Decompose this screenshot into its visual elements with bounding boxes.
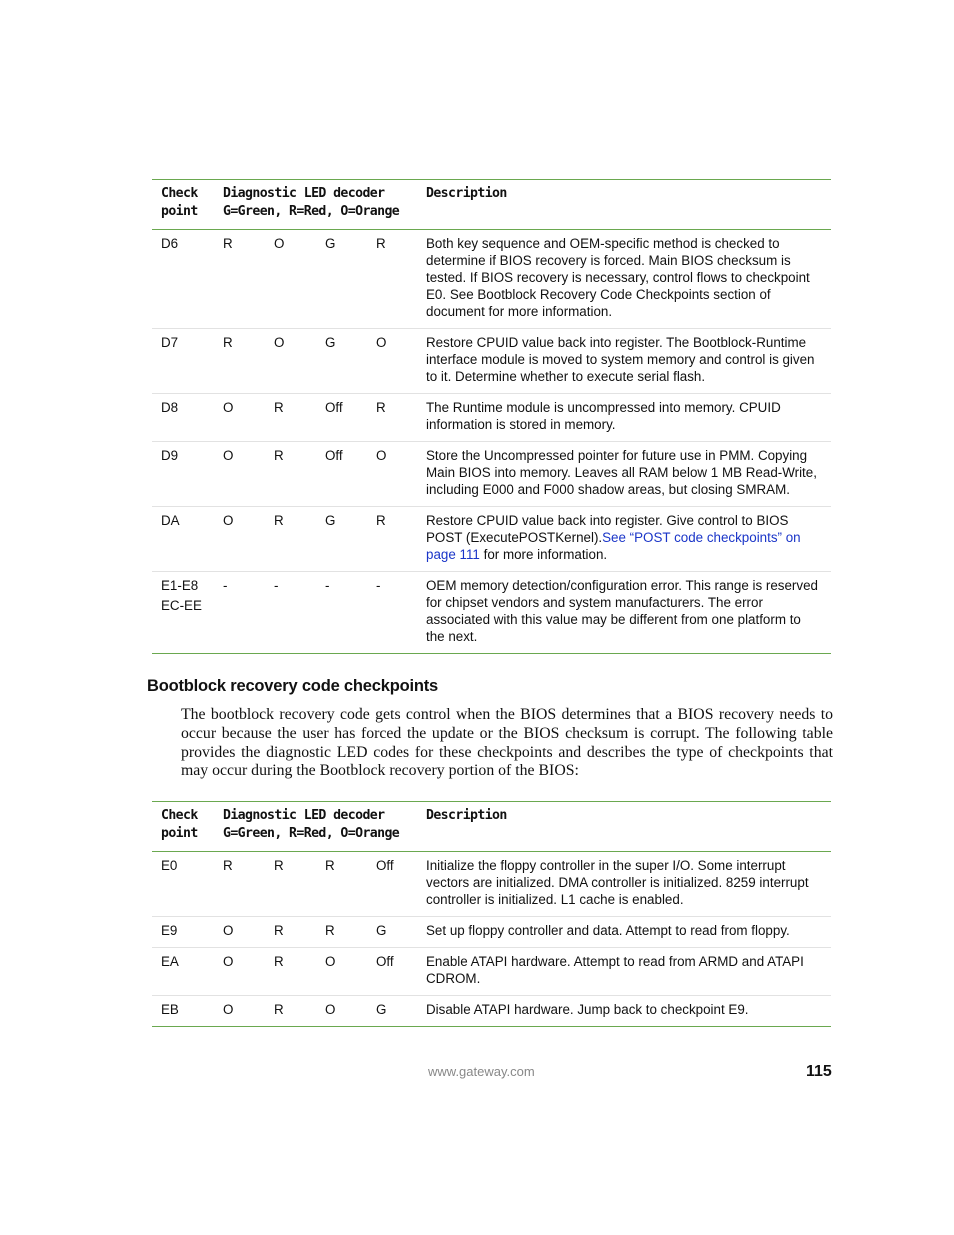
description-text: Restore CPUID value back into register. Give control to BIOS POST (ExecutePOSTKernel). bbox=[426, 513, 789, 545]
row-description: Set up floppy controller and data. Attempt to read from floppy. bbox=[426, 923, 790, 938]
row-description: Both key sequence and OEM-specific method is checked to determine if BIOS recovery is forced. Main BIOS checksum is tested. If BIOS recovery is necessary, control flows to checkpoint E0. See Bootblock Recovery Code Checkpoints section of document for more information. bbox=[426, 236, 810, 319]
row-description: Store the Uncompressed pointer for future use in PMM. Copying Main BIOS into memory. Leaves all RAM below 1 MB Read-Write, including E000 and F000 shadow areas, but closing SMRAM. bbox=[426, 448, 817, 497]
check-point-code: DA bbox=[161, 513, 180, 528]
led-checkpoint-table-1 bbox=[152, 179, 831, 654]
header-check-point: Check point bbox=[161, 808, 198, 841]
led-3: R bbox=[325, 858, 335, 873]
row-description: Restore CPUID value back into register. The Bootblock-Runtime interface module is moved to system memory and control is given to it. Determine whether to execute serial flash. bbox=[426, 335, 815, 384]
led-1: O bbox=[223, 954, 234, 969]
check-point-code: D8 bbox=[161, 400, 179, 415]
check-point-code: D9 bbox=[161, 448, 179, 463]
row-description: Disable ATAPI hardware. Jump back to checkpoint E9. bbox=[426, 1002, 749, 1017]
led-2: R bbox=[274, 513, 284, 528]
led-1: - bbox=[223, 578, 228, 593]
header-description: Description bbox=[426, 186, 507, 201]
led-4: Off bbox=[376, 858, 394, 873]
table-row bbox=[152, 394, 831, 442]
led-4: R bbox=[376, 513, 386, 528]
header-description: Description bbox=[426, 808, 507, 823]
table-header-row bbox=[152, 180, 831, 230]
table-row bbox=[152, 329, 831, 394]
led-1: O bbox=[223, 513, 234, 528]
table-row bbox=[152, 230, 831, 329]
table-row bbox=[152, 948, 831, 996]
page-number: 115 bbox=[806, 1063, 832, 1080]
led-1: O bbox=[223, 923, 234, 938]
led-4: R bbox=[376, 400, 386, 415]
check-point-code bbox=[152, 572, 223, 654]
led-2: R bbox=[274, 1002, 284, 1017]
table-row bbox=[152, 917, 831, 948]
led-1: R bbox=[223, 236, 233, 251]
led-2: - bbox=[274, 578, 279, 593]
led-3: O bbox=[325, 1002, 336, 1017]
table-row bbox=[152, 852, 831, 917]
led-4: R bbox=[376, 236, 386, 251]
header-check-point: Check point bbox=[161, 186, 198, 219]
footer-url: www.gateway.com bbox=[428, 1064, 535, 1079]
section-paragraph: The bootblock recovery code gets control when the BIOS determines that a BIOS recovery needs to occur because the user has forced the update or the BIOS checksum is corrupt. The following table provides the diagnostic LED codes for these checkpoints and describes the type of checkpoints that may occur during the Bootblock recovery portion of the BIOS: bbox=[181, 706, 833, 780]
led-3: O bbox=[325, 954, 336, 969]
led-4: G bbox=[376, 1002, 387, 1017]
table-row bbox=[152, 507, 831, 572]
led-1: R bbox=[223, 335, 233, 350]
led-1: O bbox=[223, 400, 234, 415]
led-1: O bbox=[223, 1002, 234, 1017]
led-2: O bbox=[274, 236, 285, 251]
check-point-code: E0 bbox=[161, 858, 178, 873]
check-point-code: D6 bbox=[161, 236, 179, 251]
led-4: - bbox=[376, 578, 381, 593]
led-3: G bbox=[325, 513, 336, 528]
check-point-code: EA bbox=[161, 954, 179, 969]
table-row bbox=[152, 996, 831, 1027]
led-2: R bbox=[274, 923, 284, 938]
check-point-code: D7 bbox=[161, 335, 179, 350]
led-3: Off bbox=[325, 448, 343, 463]
code-range-2: EC-EE bbox=[161, 598, 202, 613]
row-description: Enable ATAPI hardware. Attempt to read from ARMD and ATAPI CDROM. bbox=[426, 954, 804, 986]
header-led-decoder: Diagnostic LED decoder G=Green, R=Red, O=Orange bbox=[223, 186, 400, 219]
led-3: - bbox=[325, 578, 330, 593]
row-description: Initialize the floppy controller in the super I/O. Some interrupt vectors are initialized. DMA controller is initialized. 8259 interrupt controller is initialized. L1 cache is enabled. bbox=[426, 858, 809, 907]
led-4: Off bbox=[376, 954, 394, 969]
check-point-code: E9 bbox=[161, 923, 178, 938]
led-2: R bbox=[274, 448, 284, 463]
led-4: G bbox=[376, 923, 387, 938]
code-range-1: E1-E8 bbox=[161, 578, 199, 593]
post-checkpoints-link[interactable]: See “POST code checkpoints” on page 111 bbox=[426, 530, 801, 562]
table-row bbox=[152, 442, 831, 507]
check-point-code: EB bbox=[161, 1002, 179, 1017]
led-4: O bbox=[376, 335, 387, 350]
led-3: G bbox=[325, 335, 336, 350]
led-1: R bbox=[223, 858, 233, 873]
led-3: R bbox=[325, 923, 335, 938]
description-text-after: for more information. bbox=[479, 547, 608, 562]
table-header-row bbox=[152, 802, 831, 852]
led-1: O bbox=[223, 448, 234, 463]
led-checkpoint-table-2 bbox=[152, 801, 831, 1027]
led-2: R bbox=[274, 858, 284, 873]
section-heading: Bootblock recovery code checkpoints bbox=[147, 677, 439, 695]
led-3: Off bbox=[325, 400, 343, 415]
led-2: R bbox=[274, 400, 284, 415]
led-2: O bbox=[274, 335, 285, 350]
header-led-decoder: Diagnostic LED decoder G=Green, R=Red, O=Orange bbox=[223, 808, 400, 841]
led-2: R bbox=[274, 954, 284, 969]
led-3: G bbox=[325, 236, 336, 251]
row-description bbox=[426, 507, 831, 572]
led-4: O bbox=[376, 448, 387, 463]
row-description: OEM memory detection/configuration error. This range is reserved for chipset vendors and system manufacturers. The error associated with this value may be different from one platform to the next. bbox=[426, 578, 818, 644]
table-row bbox=[152, 572, 831, 654]
row-description: The Runtime module is uncompressed into memory. CPUID information is stored in memory. bbox=[426, 400, 781, 432]
